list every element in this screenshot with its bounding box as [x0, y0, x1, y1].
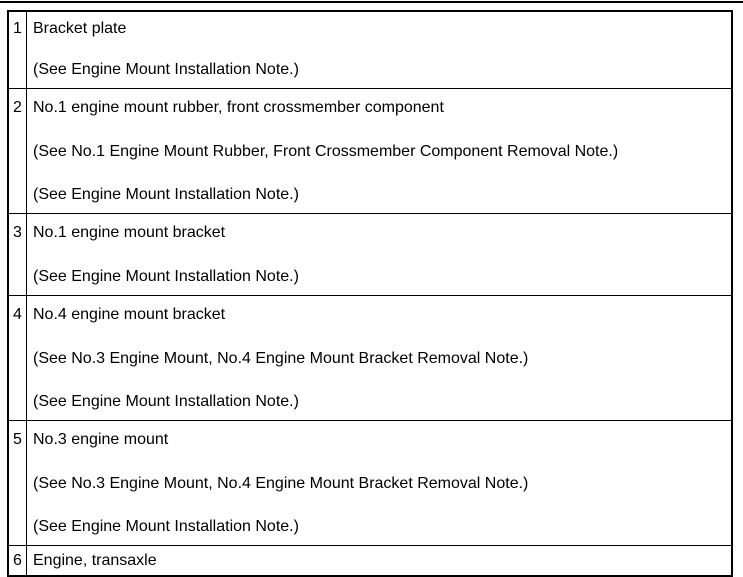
item-note: (See No.3 Engine Mount, No.4 Engine Mount Bracket Removal Note.) [33, 350, 529, 367]
table-row [8, 11, 732, 89]
parts-table [7, 10, 733, 577]
table-row [8, 89, 732, 214]
item-number: 5 [8, 421, 27, 546]
top-rule [0, 1, 743, 3]
item-description [27, 89, 733, 214]
item-number: 3 [8, 214, 27, 296]
item-description [27, 546, 733, 577]
item-note: (See No.3 Engine Mount, No.4 Engine Mount Bracket Removal Note.) [33, 475, 529, 492]
item-name: Bracket plate [33, 20, 127, 37]
table-row [8, 296, 732, 421]
item-note: (See Engine Mount Installation Note.) [33, 393, 299, 410]
item-name: No.3 engine mount [33, 431, 169, 448]
table-row [8, 546, 732, 577]
item-name: No.4 engine mount bracket [33, 306, 226, 323]
item-note: (See Engine Mount Installation Note.) [33, 186, 299, 203]
table-row [8, 421, 732, 546]
item-note: (See Engine Mount Installation Note.) [33, 518, 299, 535]
item-note: (See Engine Mount Installation Note.) [33, 268, 299, 285]
item-number: 6 [8, 546, 27, 577]
item-description [27, 421, 733, 546]
item-note: (See Engine Mount Installation Note.) [33, 61, 299, 78]
item-number: 4 [8, 296, 27, 421]
item-name: Engine, transaxle [33, 552, 157, 569]
item-description [27, 214, 733, 296]
item-description [27, 11, 733, 89]
table-row [8, 214, 732, 296]
item-name: No.1 engine mount bracket [33, 224, 226, 241]
item-name: No.1 engine mount rubber, front crossmember component [33, 99, 444, 116]
item-number: 1 [8, 11, 27, 89]
item-note: (See No.1 Engine Mount Rubber, Front Crossmember Component Removal Note.) [33, 143, 619, 160]
item-number: 2 [8, 89, 27, 214]
item-description [27, 296, 733, 421]
